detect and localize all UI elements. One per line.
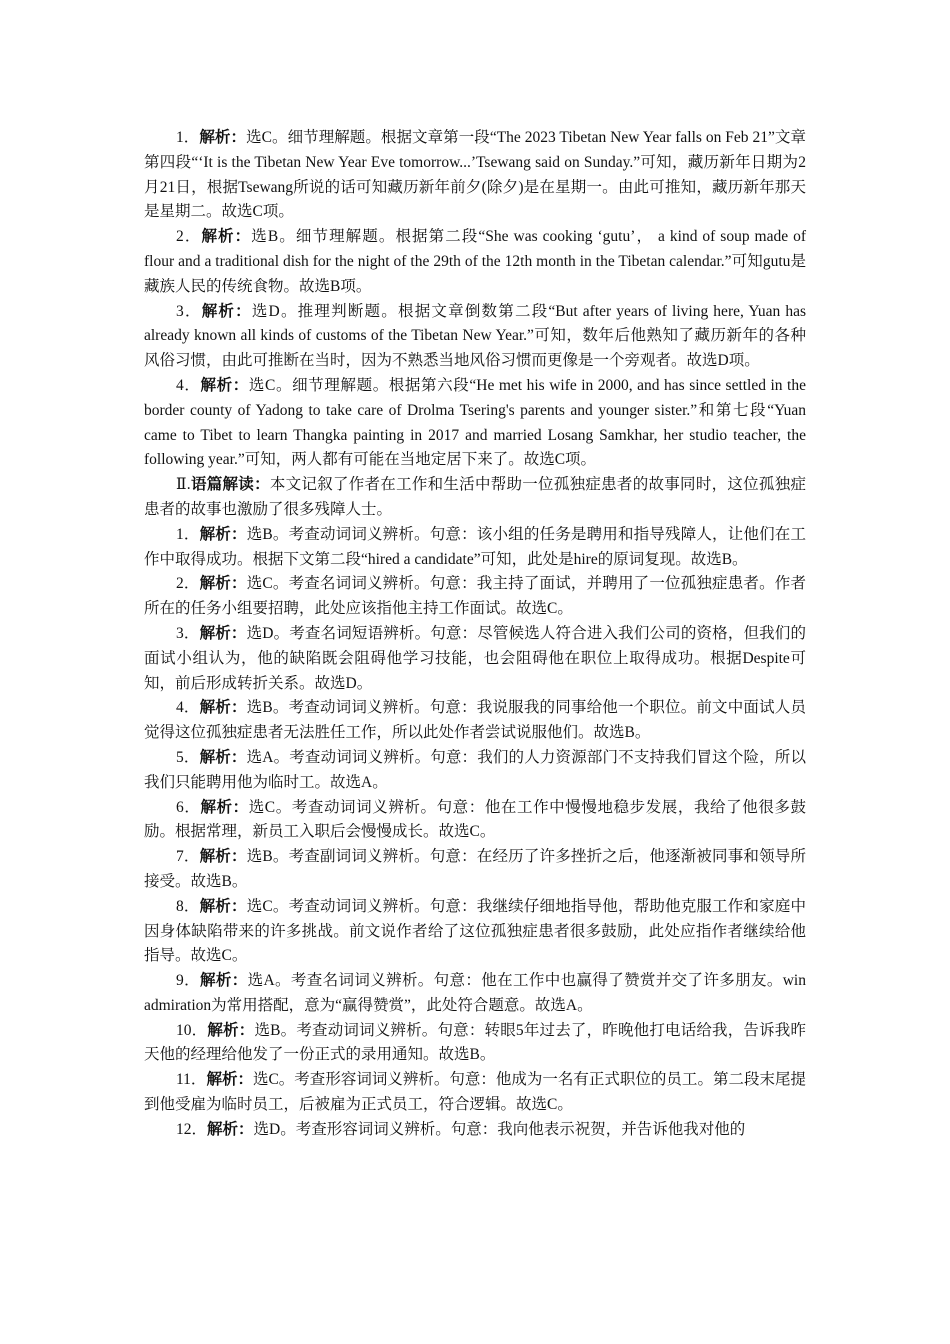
item-number: 5． xyxy=(176,748,200,766)
item-label: 解析： xyxy=(200,376,249,394)
section-number: Ⅱ. xyxy=(176,476,191,494)
section-label: 语篇解读： xyxy=(190,476,270,494)
item-text: 选D。推理判断题。根据文章倒数第二段“But after years of living here, Yuan has already known all kinds of customs of the Tibetan New Year.”可知，数年后他熟知了藏历新年的各种风俗习惯，由此可推断在当时，因为不熟悉当地风俗习惯而更像是一个旁观者。故选D项。 xyxy=(144,302,806,370)
item-label: 解析： xyxy=(207,1120,254,1138)
answer-explanations xyxy=(144,126,806,1143)
paragraph-c7 xyxy=(144,845,806,895)
item-number: 1． xyxy=(176,525,200,543)
paragraph-c1 xyxy=(144,523,806,573)
item-text: 选D。考查形容词词义辨析。句意：我向他表示祝贺，并告诉他我对他的 xyxy=(253,1120,746,1138)
item-label: 解析： xyxy=(206,1071,253,1089)
paragraph-c6 xyxy=(144,796,806,846)
item-text: 选B。考查副词词义辨析。句意：在经历了许多挫折之后，他逐渐被同事和领导所接受。故选B。 xyxy=(144,848,806,890)
paragraph-q2 xyxy=(144,225,806,299)
paragraph-section-ii xyxy=(144,473,806,523)
item-label: 解析： xyxy=(200,798,249,816)
item-text: 选B。考查动词词义辨析。句意：我说服我的同事给他一个职位。前文中面试人员觉得这位孤独症患者无法胜任工作，所以此处作者尝试说服他们。故选B。 xyxy=(144,699,806,742)
paragraph-c5 xyxy=(144,746,806,796)
item-text: 选C。考查名词词义辨析。句意：我主持了面试，并聘用了一位孤独症患者。作者所在的任务小组要招聘，此处应该指他主持工作面试。故选C。 xyxy=(144,575,806,618)
item-number: 3． xyxy=(176,624,200,642)
item-text: 选C。考查动词词义辨析。句意：我继续仔细地指导他，帮助他克服工作和家庭中因身体缺陷带来的许多挑战。前文说作者给了这位孤独症患者很多鼓励，此处应指作者继续给他指导。故选C。 xyxy=(144,897,806,965)
item-label: 解析： xyxy=(199,525,247,543)
paragraph-c9 xyxy=(144,969,806,1019)
item-number: 7． xyxy=(176,848,200,866)
item-label: 解析： xyxy=(199,848,247,866)
paragraph-c10 xyxy=(144,1019,806,1069)
paragraph-q3 xyxy=(144,300,806,374)
item-number: 3． xyxy=(176,302,202,320)
item-label: 解析： xyxy=(199,897,247,915)
item-number: 6． xyxy=(176,798,201,816)
paragraph-c4 xyxy=(144,696,806,746)
item-label: 解析： xyxy=(199,575,247,593)
paragraph-c12 xyxy=(144,1118,806,1143)
item-label: 解析： xyxy=(199,699,247,717)
item-label: 解析： xyxy=(207,1021,255,1039)
paragraph-c2 xyxy=(144,572,806,622)
item-number: 10． xyxy=(176,1021,208,1039)
paragraph-q4 xyxy=(144,374,806,473)
item-number: 2． xyxy=(176,228,202,246)
item-number: 2． xyxy=(176,575,200,593)
paragraph-c11 xyxy=(144,1068,806,1118)
item-text: 选B。细节理解题。根据第二段“She was cooking ‘gutu’， a kind of soup made of flour and a traditional dish for the night of the 29th of the 12th month in the Tibetan calendar.”可知gutu是藏族人民的传统食物。故选B项。 xyxy=(144,228,806,295)
item-label: 解析： xyxy=(199,972,248,990)
item-text: 选B。考查动词词义辨析。句意：转眼5年过去了，昨晚他打电话给我，告诉我昨天他的经理给他发了一份正式的录用通知。故选B。 xyxy=(144,1021,806,1064)
item-number: 1． xyxy=(176,129,200,146)
item-label: 解析： xyxy=(199,748,247,766)
item-text: 选A。考查名词词义辨析。句意：他在工作中也赢得了赞赏并交了许多朋友。win admiration为常用搭配，意为“赢得赞赏”，此处符合题意。故选A。 xyxy=(144,972,806,1014)
item-text: 选C。细节理解题。根据第六段“He met his wife in 2000, and has since settled in the border county of Yadong to take care of Drolma Tsering's parents and younger sister.”和第七段“Yuan came to Tibet to learn Thangka painting in 2017 and married Losang Samkhar, her studio teacher, the following year.”可知，两人都有可能在当地定居下来了。故选C项。 xyxy=(144,376,806,469)
item-label: 解析： xyxy=(199,129,247,146)
item-number: 9． xyxy=(176,972,200,990)
item-text: 选B。考查动词词义辨析。句意：该小组的任务是聘用和指导残障人，让他们在工作中取得成功。根据下文第二段“hired a candidate”可知，此处是hire的原词复现。故选B。 xyxy=(144,525,806,568)
item-text: 选D。考查名词短语辨析。句意：尽管候选人符合进入我们公司的资格，但我们的面试小组认为，他的缺陷既会阻碍他学习技能，也会阻碍他在职位上取得成功。根据Despite可知，前后形成转折关系。故选D。 xyxy=(144,624,806,692)
item-number: 12． xyxy=(176,1120,208,1138)
paragraph-c3 xyxy=(144,622,806,696)
item-number: 4． xyxy=(176,376,201,394)
item-label: 解析： xyxy=(199,624,247,642)
section-text: 本文记叙了作者在工作和生活中帮助一位孤独症患者的故事同时，这位孤独症患者的故事也激励了很多残障人士。 xyxy=(144,476,806,518)
paragraph-q1 xyxy=(144,126,806,225)
item-text: 选C。细节理解题。根据文章第一段“The 2023 Tibetan New Year falls on Feb 21”文章第四段“‘It is the Tibetan New Year Eve tomorrow...’Tsewang said on Sunday.”可知，藏历新年日期为2月21日，根据Tsewang所说的话可知藏历新年前夕(除夕)是在星期一。由此可推知，藏历新年那天是星期二。故选C项。 xyxy=(144,129,806,221)
item-label: 解析： xyxy=(201,228,252,246)
item-number: 4． xyxy=(176,699,200,717)
item-text: 选C。考查动词词义辨析。句意：他在工作中慢慢地稳步发展，我给了他很多鼓励。根据常理，新员工入职后会慢慢成长。故选C。 xyxy=(144,798,806,841)
item-label: 解析： xyxy=(201,302,252,320)
paragraph-c8 xyxy=(144,895,806,969)
item-text: 选A。考查动词词义辨析。句意：我们的人力资源部门不支持我们冒这个险，所以我们只能聘用他为临时工。故选A。 xyxy=(144,748,806,791)
item-number: 8． xyxy=(176,897,200,915)
item-text: 选C。考查形容词词义辨析。句意：他成为一名有正式职位的员工。第二段末尾提到他受雇为临时员工，后被雇为正式员工，符合逻辑。故选C。 xyxy=(144,1071,806,1114)
item-number: 11． xyxy=(176,1071,207,1089)
